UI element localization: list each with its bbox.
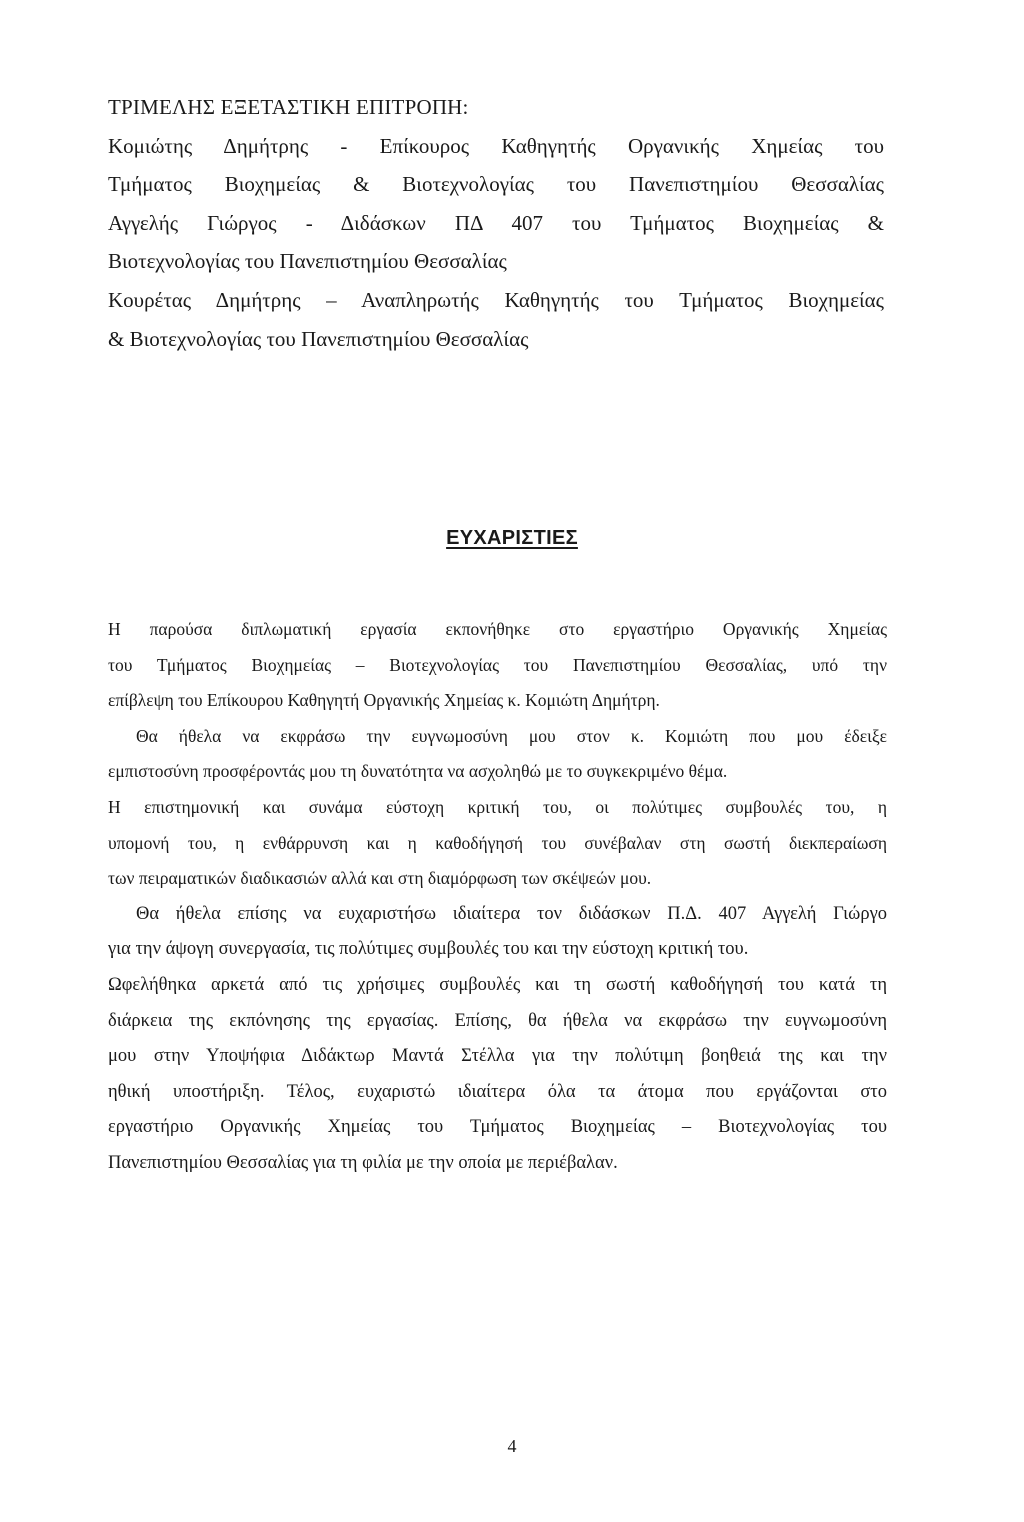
paragraph-line: Η παρούσα διπλωματική εργασία εκπονήθηκε στο εργαστήριο Οργανικής Χημείας [108, 619, 887, 639]
paragraph-line: Ωφελήθηκα αρκετά από τις χρήσιμες συμβουλές και τη σωστή καθοδήγησή του κατά τη [108, 974, 887, 995]
acknowledgements-title: ΕΥΧΑΡΙΣΤΙΕΣ [446, 527, 578, 549]
paragraph-line: του Τμήματος Βιοχημείας – Βιοτεχνολογίας του Πανεπιστημίου Θεσσαλίας, υπό την [108, 654, 887, 675]
committee-member-line: Αγγελής Γιώργος - Διδάσκων ΠΔ 407 του Τμήματος Βιοχημείας & [108, 210, 884, 235]
paragraph-line: των πειραματικών διαδικασιών αλλά και στη διαμόρφωση των σκέψεών μου. [108, 868, 652, 889]
committee-member-line: Κουρέτας Δημήτρης – Αναπληρωτής Καθηγητής του Τμήματος Βιοχημείας [108, 287, 884, 312]
paragraph-line: Θα ήθελα να εκφράσω την ευγνωμοσύνη μου στον κ. Κομιώτη που μου έδειξε [136, 725, 887, 746]
paragraph-line: Η επιστημονική και συνάμα εύστοχη κριτική του, οι πολύτιμες συμβουλές του, η [108, 796, 887, 817]
paragraph-line: εργαστήριο Οργανικής Χημείας του Τμήματος Βιοχημείας – Βιοτεχνολογίας του [108, 1117, 887, 1138]
committee-member-line: Τμήματος Βιοχημείας & Βιοτεχνολογίας του Πανεπιστημίου Θεσσαλίας [108, 172, 884, 197]
committee-heading: ΤΡΙΜΕΛΗΣ ΕΞΕΤΑΣΤΙΚΗ ΕΠΙΤΡΟΠΗ: [108, 95, 469, 119]
page-number: 4 [507, 1436, 517, 1456]
paragraph-line: υπομονή του, η ενθάρρυνση και η καθοδήγησή του συνέβαλαν στη σωστή διεκπεραίωση [108, 832, 887, 853]
paragraph-line: μου στην Υποψήφια Διδάκτωρ Μαντά Στέλλα για την πολύτιμη βοηθειά της και την [108, 1046, 887, 1067]
paragraph-line: Πανεπιστημίου Θεσσαλίας για τη φιλία με την οποία με περιέβαλαν. [108, 1152, 618, 1173]
paragraph-line: ηθική υποστήριξη. Τέλος, ευχαριστώ ιδιαίτερα όλα τα άτομα που εργάζονται στο [108, 1081, 887, 1102]
paragraph-line: διάρκεια της εκπόνησης της εργασίας. Επίσης, θα ήθελα να εκφράσω την ευγνωμοσύνη [108, 1010, 887, 1031]
paragraph-line: Θα ήθελα επίσης να ευχαριστήσω ιδιαίτερα τον διδάσκων Π.Δ. 407 Αγγελή Γιώργο [136, 903, 887, 924]
paragraph-line: για την άψογη συνεργασία, τις πολύτιμες συμβουλές του και την εύστοχη κριτική του. [108, 939, 749, 960]
committee-member-line: Κομιώτης Δημήτρης - Επίκουρος Καθηγητής Οργανικής Χημείας του [108, 133, 884, 158]
committee-member-line: & Βιοτεχνολογίας του Πανεπιστημίου Θεσσαλίας [108, 326, 529, 351]
acknowledgements-body [108, 612, 887, 1182]
paragraph-line: εμπιστοσύνη προσφέροντάς μου τη δυνατότητα να ασχοληθώ με το συγκεκριμένο θέμα. [108, 761, 728, 782]
paragraph-line: επίβλεψη του Επίκουρου Καθηγητή Οργανικής Χημείας κ. Κομιώτη Δημήτρη. [108, 690, 660, 711]
committee-member-line: Βιοτεχνολογίας του Πανεπιστημίου Θεσσαλίας [108, 249, 507, 274]
examination-committee [108, 88, 884, 358]
